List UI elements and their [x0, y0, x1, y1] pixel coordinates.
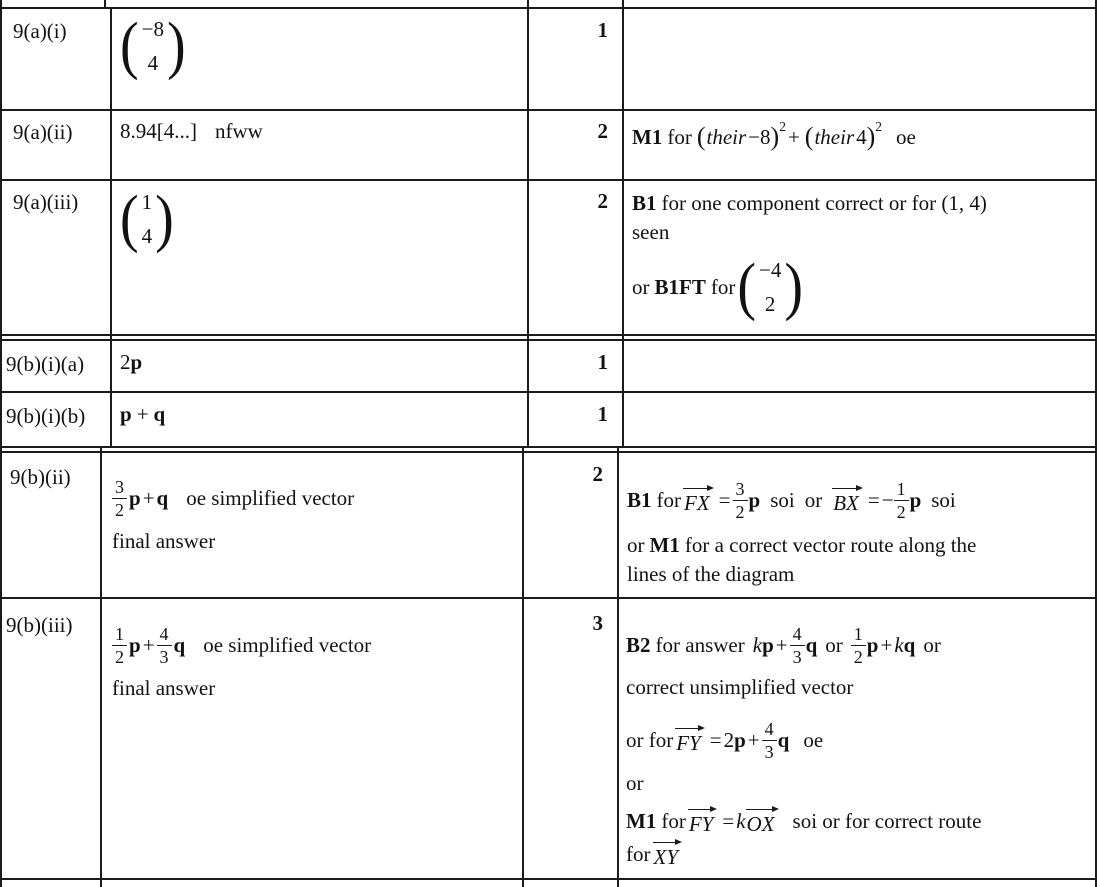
vector-p: p — [909, 487, 922, 512]
guidance-9bii-line1 — [627, 474, 956, 526]
word-their: their — [814, 124, 855, 149]
table-border-top — [0, 7, 1097, 9]
fraction — [733, 480, 748, 521]
row-divider — [0, 391, 1097, 393]
vector-fx: FX — [683, 486, 714, 514]
vector-q: q — [173, 632, 186, 657]
guidance-9biii-line2: correct unsimplified vector — [626, 675, 854, 699]
scalar-k: k — [752, 632, 763, 657]
left-paren: ( — [696, 122, 706, 151]
question-column-border — [100, 446, 102, 887]
vector-y-component: 4 — [147, 51, 159, 76]
vector-fy: FY — [675, 726, 705, 754]
right-paren: ) — [770, 122, 780, 151]
question-number-9bii: 9(b)(ii) — [10, 465, 71, 489]
plus-sign: + — [775, 632, 788, 657]
vector-q: q — [156, 485, 169, 510]
row-divider — [0, 109, 1097, 111]
guidance-text: for answer — [655, 632, 745, 657]
numerator: 3 — [733, 480, 748, 501]
answer-9biii — [112, 621, 371, 669]
vector-p: p — [866, 632, 879, 657]
fraction — [112, 478, 127, 519]
left-paren: ( — [804, 122, 814, 151]
vector-q: q — [153, 402, 166, 426]
mark-code-b1ft: B1FT — [654, 274, 706, 299]
vector-p: p — [748, 487, 761, 512]
exponent: 2 — [875, 119, 883, 134]
row-divider — [0, 179, 1097, 181]
vector-p: p — [120, 402, 132, 426]
numerator: 4 — [157, 625, 172, 646]
left-paren: ( — [120, 183, 139, 255]
word-or: or — [923, 632, 941, 657]
mark-9bib: 1 — [597, 402, 608, 426]
question-number-9aiii: 9(a)(iii) — [13, 190, 79, 214]
answer-note: nfww — [215, 119, 263, 143]
question-number-9aii: 9(a)(ii) — [13, 120, 73, 144]
marks-column-border-right — [622, 0, 624, 448]
vector-y-component: 4 — [141, 224, 153, 249]
abbrev-oe: oe — [803, 727, 824, 752]
answer-9bib — [120, 402, 165, 427]
vector-x-component: −8 — [141, 17, 164, 41]
mark-9aii: 2 — [597, 119, 608, 143]
table-border-left — [0, 0, 2, 887]
value: −8 — [748, 124, 771, 149]
row-divider — [0, 597, 1097, 599]
guidance-9bii-line3: lines of the diagram — [627, 562, 795, 586]
question-number-9ai: 9(a)(i) — [13, 19, 67, 43]
minus-sign: − — [881, 487, 894, 512]
answer-column-vector-9ai — [120, 12, 186, 80]
numerator: 3 — [112, 478, 127, 499]
answer-9bii — [112, 474, 354, 522]
guidance-text: soi or for correct route — [792, 808, 982, 833]
guidance-9aiii-line1 — [632, 191, 987, 216]
right-paren: ) — [155, 183, 174, 255]
guidance-9bii-line2 — [627, 533, 976, 558]
section-divider — [0, 446, 1097, 448]
equals-sign: = — [709, 727, 722, 752]
exponent: 2 — [779, 119, 786, 134]
guidance-text: for one component correct or for (1, 4) — [661, 191, 987, 215]
marks-column-border-left — [527, 0, 529, 448]
mark-9biii: 3 — [592, 611, 603, 635]
mark-code-m1: M1 — [632, 124, 663, 149]
answer-value: 8.94[4...] — [120, 119, 197, 143]
section-divider — [0, 339, 1097, 341]
mark-code-b1: B1 — [627, 487, 652, 512]
mark-code-m1: M1 — [649, 533, 680, 557]
word-or-for: or for — [626, 727, 674, 752]
vector-q: q — [903, 632, 916, 657]
right-paren: ) — [167, 10, 186, 82]
ft-column-vector — [737, 253, 803, 321]
denominator: 2 — [853, 646, 863, 667]
right-paren: ) — [866, 122, 876, 151]
word-or: or — [804, 487, 823, 512]
scalar-k: k — [736, 808, 746, 833]
mark-9bia: 1 — [597, 350, 608, 374]
table-border-bottom — [0, 878, 1097, 880]
question-number-9bia: 9(b)(i)(a) — [6, 352, 85, 376]
word-their: their — [706, 124, 747, 149]
mark-9ai: 1 — [597, 18, 608, 42]
word-for: for — [667, 124, 692, 149]
guidance-9biii-line6 — [626, 838, 682, 870]
vector-y-component: 2 — [764, 292, 776, 316]
denominator: 3 — [159, 646, 169, 667]
word-for: for — [656, 487, 682, 512]
guidance-9biii-line5 — [626, 805, 981, 837]
guidance-text: for a correct vector route along the — [684, 533, 977, 557]
vector-q: q — [777, 727, 790, 752]
marks-column-border-left — [522, 446, 524, 887]
word-or: or — [825, 632, 843, 657]
numerator: 1 — [894, 480, 909, 501]
fraction — [157, 625, 172, 666]
vector-x-component: 1 — [141, 190, 153, 214]
vector-p: p — [129, 632, 141, 657]
numerator: 1 — [851, 625, 866, 646]
vector-p: p — [734, 727, 746, 752]
mark-9aiii: 2 — [597, 189, 608, 213]
equals-sign: = — [867, 487, 880, 512]
section-divider — [0, 451, 1097, 453]
coefficient: 2 — [120, 350, 131, 374]
fraction — [762, 720, 777, 761]
equals-sign: = — [722, 808, 735, 833]
vector-xy: XY — [653, 840, 683, 868]
answer-qualifier: oe simplified vector — [186, 485, 355, 510]
section-divider — [0, 334, 1097, 336]
answer-9bii-final: final answer — [112, 529, 216, 553]
answer-qualifier: oe simplified vector — [203, 632, 372, 657]
plus-sign: + — [787, 124, 800, 149]
vector-bx: BX — [832, 486, 863, 514]
numerator: 4 — [790, 625, 805, 646]
question-number-9bib: 9(b)(i)(b) — [6, 404, 86, 428]
denominator: 2 — [896, 501, 906, 522]
abbrev-soi: soi — [770, 487, 795, 512]
vector-p: p — [762, 632, 774, 657]
mark-code-b2: B2 — [626, 632, 651, 657]
coefficient: 2 — [723, 727, 735, 752]
denominator: 2 — [735, 501, 745, 522]
denominator: 2 — [115, 499, 124, 520]
word-for: for — [661, 808, 686, 833]
column-border-stub — [104, 0, 106, 9]
vector-q: q — [805, 632, 818, 657]
abbrev-soi: soi — [931, 487, 956, 512]
numerator: 4 — [762, 720, 777, 741]
word-for: for — [626, 841, 651, 866]
guidance-9aiii-line2: seen — [632, 220, 670, 244]
answer-9aii — [120, 119, 263, 144]
question-number-9biii: 9(b)(iii) — [6, 613, 73, 637]
numerator: 1 — [112, 625, 127, 646]
left-paren: ( — [120, 10, 139, 82]
denominator: 3 — [764, 741, 774, 762]
plus-sign: + — [880, 632, 893, 657]
plus-sign: + — [142, 485, 155, 510]
denominator: 3 — [792, 646, 802, 667]
vector-x-component: −4 — [759, 257, 782, 282]
answer-9bia — [120, 350, 142, 375]
scalar-k: k — [894, 632, 904, 657]
answer-9biii-final: final answer — [112, 676, 216, 700]
table-border-right — [1095, 0, 1097, 887]
mark-code-b1: B1 — [632, 191, 657, 215]
question-column-border — [110, 7, 112, 448]
guidance-9biii-line3 — [626, 715, 823, 765]
word-for: for — [710, 274, 736, 299]
mark-code-m1: M1 — [626, 808, 657, 833]
mark-9bii: 2 — [592, 462, 603, 486]
word-or: or — [632, 274, 650, 299]
left-paren: ( — [737, 251, 756, 323]
guidance-9aii — [632, 118, 916, 156]
fraction — [894, 480, 909, 521]
value: 4 — [856, 124, 867, 149]
vector-ox: OX — [746, 807, 779, 835]
plus-sign: + — [136, 402, 149, 426]
guidance-9aiii-line3 — [632, 249, 803, 325]
plus-sign: + — [747, 727, 760, 752]
fraction — [112, 625, 127, 666]
denominator: 2 — [115, 646, 124, 667]
marks-column-border-right — [617, 446, 619, 887]
fraction — [790, 625, 805, 666]
vector-fy: FY — [688, 807, 718, 835]
answer-column-vector-9aiii — [120, 185, 174, 253]
vector-p: p — [129, 485, 141, 510]
abbrev-oe: oe — [896, 124, 916, 149]
guidance-9biii-line4: or — [626, 771, 644, 795]
right-paren: ) — [784, 251, 803, 323]
plus-sign: + — [142, 632, 155, 657]
word-or: or — [627, 533, 645, 557]
guidance-9biii-line1 — [626, 619, 941, 671]
vector-p: p — [130, 350, 143, 374]
equals-sign: = — [718, 487, 731, 512]
fraction — [851, 625, 866, 666]
